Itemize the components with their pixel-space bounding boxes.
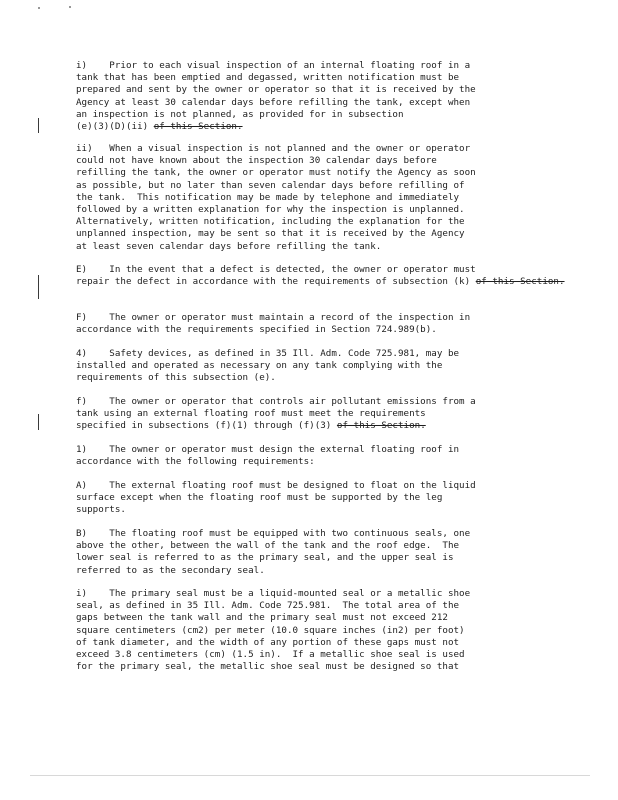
text-line <box>76 167 546 179</box>
text-line <box>76 637 546 649</box>
text-line <box>76 444 546 456</box>
paragraph <box>76 264 565 288</box>
text-line <box>76 241 546 253</box>
line-text: gaps between the tank wall and the primary seal must not exceed 212 <box>76 612 448 624</box>
struck-text: of this Section. <box>475 276 565 288</box>
text-line <box>76 396 546 408</box>
text-line <box>76 324 546 336</box>
line-text: followed by a written explanation for why the inspection is unplanned. <box>76 204 465 216</box>
line-text: 4) Safety devices, as defined in 35 Ill. Adm. Code 725.981, may be <box>76 348 460 359</box>
line-text: square centimeters (cm2) per meter (10.0 square inches (in2) per foot) <box>76 624 465 636</box>
line-text: Alternatively, written notification, including the explanation for the <box>76 216 465 228</box>
text-line <box>76 60 546 72</box>
text-line <box>76 121 546 133</box>
text-line <box>76 216 546 228</box>
line-text: E) In the event that a defect is detected, the owner or operator must <box>76 264 476 275</box>
text-line <box>76 456 546 468</box>
line-text: i) The primary seal must be a liquid-mounted seal or a metallic shoe <box>76 588 471 599</box>
line-text: an inspection is not planned, as provided for in subsection <box>76 108 404 120</box>
text-line <box>76 480 546 492</box>
text-line <box>76 649 546 661</box>
line-text: for the primary seal, the metallic shoe seal must be designed so that <box>76 661 460 673</box>
text-line <box>76 492 546 504</box>
paragraph <box>76 444 546 468</box>
line-text: lower seal is referred to as the primary seal, and the upper seal is <box>76 552 454 564</box>
line-text: repair the defect in accordance with the requirements of subsection (k) <box>76 276 476 288</box>
text-line <box>76 180 546 192</box>
scan-speck <box>38 7 40 9</box>
text-line <box>76 528 546 540</box>
line-text: i) Prior to each visual inspection of an internal floating roof in a <box>76 60 471 71</box>
text-line <box>76 72 546 84</box>
line-text: as possible, but no later than seven calendar days before refilling of <box>76 179 465 191</box>
struck-text: of this Section. <box>336 420 426 432</box>
line-text: refilling the tank, the owner or operator must notify the Agency as soon <box>76 167 476 179</box>
paragraph <box>76 60 546 133</box>
line-text: of tank diameter, and the width of any portion of these gaps must not <box>76 636 460 648</box>
paragraph <box>76 396 546 433</box>
revision-margin-bar <box>38 414 39 430</box>
text-line <box>76 264 546 276</box>
line-text: ii) When a visual inspection is not planned and the owner or operator <box>76 143 471 154</box>
line-text: the tank. This notification may be made by telephone and immediately <box>76 191 460 203</box>
text-line <box>76 552 546 564</box>
text-line <box>76 109 546 121</box>
line-text: seal, as defined in 35 Ill. Adm. Code 725.981. The total area of the <box>76 600 460 612</box>
line-text: A) The external floating roof must be designed to float on the liquid <box>76 480 476 491</box>
line-text: B) The floating roof must be equipped with two continuous seals, one <box>76 528 471 539</box>
text-line <box>76 372 546 384</box>
text-line <box>76 204 546 216</box>
text-line <box>76 625 546 637</box>
text-line <box>76 588 546 600</box>
struck-text: of this Section. <box>153 121 243 133</box>
text-line <box>76 312 546 324</box>
line-text: F) The owner or operator must maintain a record of the inspection in <box>76 312 471 323</box>
text-line <box>76 565 546 577</box>
scan-speck <box>69 6 71 8</box>
text-line <box>76 360 546 372</box>
line-text: referred to as the secondary seal. <box>76 564 265 576</box>
line-text: accordance with the following requirements: <box>76 456 315 468</box>
paragraph <box>76 143 546 253</box>
text-line <box>76 600 546 612</box>
text-line <box>76 420 546 432</box>
line-text: (e)(3)(D)(ii) <box>76 121 154 133</box>
paragraph <box>76 588 546 673</box>
text-line <box>76 84 546 96</box>
text-line <box>76 661 546 673</box>
line-text: tank that has been emptied and degassed, written notification must be <box>76 72 460 84</box>
line-text: specified in subsections (f)(1) through (f)(3) <box>76 420 337 432</box>
line-text: above the other, between the wall of the tank and the roof edge. The <box>76 540 460 552</box>
text-line <box>76 228 546 240</box>
text-line <box>76 192 546 204</box>
paragraph <box>76 348 546 385</box>
paragraph <box>76 528 546 577</box>
line-text: exceed 3.8 centimeters (cm) (1.5 in). If a metallic shoe seal is used <box>76 649 465 661</box>
line-text: 1) The owner or operator must design the external floating roof in <box>76 444 460 455</box>
text-line <box>76 612 546 624</box>
line-text: at least seven calendar days before refilling the tank. <box>76 240 382 252</box>
line-text: supports. <box>76 504 126 516</box>
paragraph <box>76 312 546 336</box>
paragraph <box>76 480 546 517</box>
revision-margin-bar <box>38 118 39 133</box>
line-text: could not have known about the inspection 30 calendar days before <box>76 155 437 167</box>
text-line <box>76 348 546 360</box>
line-text: tank using an external floating roof must meet the requirements <box>76 408 426 420</box>
text-line <box>76 143 546 155</box>
line-text: Agency at least 30 calendar days before refilling the tank, except when <box>76 96 471 108</box>
page-bottom-rule <box>30 775 590 776</box>
text-line <box>76 408 546 420</box>
text-line <box>76 504 546 516</box>
line-text: prepared and sent by the owner or operator so that it is received by the <box>76 84 476 96</box>
line-text: requirements of this subsection (e). <box>76 372 276 384</box>
revision-margin-bar <box>38 275 39 299</box>
text-line <box>76 276 565 288</box>
text-line <box>76 155 546 167</box>
line-text: f) The owner or operator that controls air pollutant emissions from a <box>76 396 476 407</box>
text-line <box>76 97 546 109</box>
line-text: accordance with the requirements specified in Section 724.989(b). <box>76 324 437 336</box>
line-text: unplanned inspection, may be sent so that it is received by the Agency <box>76 228 465 240</box>
line-text: installed and operated as necessary on any tank complying with the <box>76 360 443 372</box>
text-line <box>76 540 546 552</box>
line-text: surface except when the floating roof must be supported by the leg <box>76 492 443 504</box>
